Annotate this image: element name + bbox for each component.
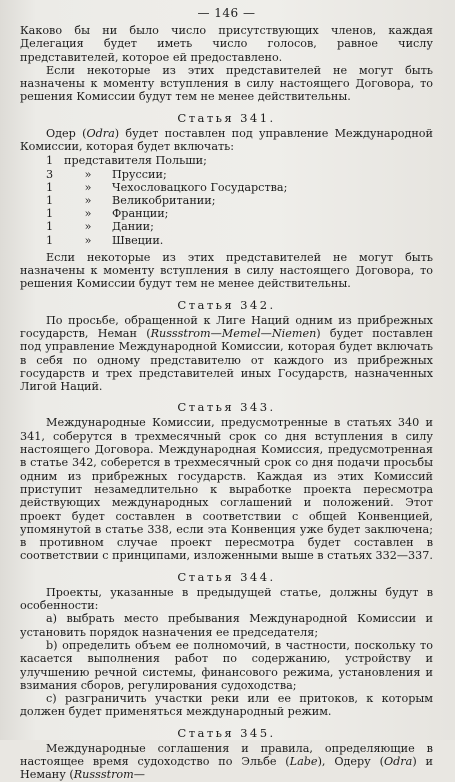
- italic-term: Odra: [86, 126, 115, 140]
- article-344-heading: Статья 344.: [177, 569, 276, 584]
- article-341-heading: Статья 341.: [177, 110, 276, 125]
- article-341-intro: Одер (Odra) будет поставлен под управление Международной Комиссии, которая будет включать:: [20, 126, 434, 154]
- article-344-intro: Проекты, указанные в предыдущей статье, должны будут в особенности:: [20, 585, 433, 613]
- commission-member-list: [20, 154, 433, 246]
- list-item: 1 » Швеции.: [46, 233, 164, 247]
- list-item: 1 » Великобритании;: [46, 193, 216, 207]
- article-342-text: По просьбе, обращенной к Лиге Наций одним из прибрежных государств, Неман (Russstrom—Memel—Niemen) будет поставлен под управление Международной Комиссии, которая будет включать в себя по одному представителю от каждого из прибрежных государств и трех представителей иных Государств, назначенных Лигой Наций.: [20, 313, 433, 394]
- italic-term: Russstrom—: [73, 768, 145, 782]
- article-344-item-a: а) выбрать место пребывания Международной Комиссии и установить порядок назначения ее председателя;: [20, 612, 433, 639]
- page-number: — 146 —: [197, 6, 256, 20]
- list-item: 1 представителя Польши;: [46, 154, 207, 168]
- article-344-item-b: b) определить объем ее полномочий, в частности, поскольку то касается выполнения работ по содержанию, устройству и улучшению речной системы, финансового режима, установления и взимания сборов, регулирования судоходства;: [20, 638, 433, 692]
- list-item: 3 » Пруссии;: [46, 167, 167, 181]
- list-item: 1 » Франции;: [46, 207, 169, 221]
- list-item: 1 » Дании;: [46, 220, 154, 234]
- article-342-heading: Статья 342.: [177, 297, 276, 312]
- italic-term: Labe: [289, 755, 318, 768]
- article-341-validity: Если некоторые из этих представителей не могут быть назначены к моменту вступления в силу настоящего Договора, то решения Комиссии будут тем не менее действительны.: [20, 250, 433, 291]
- article-343-heading: Статья 343.: [177, 400, 276, 415]
- article-345-text: Международные соглашения и правила, определяющие в настоящее время судоходство по Эльбе (Labe), Одеру (Odra) и Неману (Russstrom—: [20, 741, 433, 782]
- article-344-item-c: с) разграничить участки реки или ее притоков, к которым должен будет применяться международный режим.: [20, 692, 433, 719]
- article-345-heading: Статья 345.: [177, 725, 276, 740]
- article-343-text: Международные Комиссии, предусмотренные в статьях 340 и 341, соберутся в трехмесячный срок со дня вступления в силу настоящего Договора. Международная Комиссия, предусмотренная в статье 342, соберется в трехмесячный срок со дня подачи просьбы одним из прибрежных государств. Каждая из этих Комиссий приступит незамедлительно к выработке проекта пересмотра действующих международных соглашений и положений. Этот проект будет составлен в соответствии с общей Конвенцией, упомянутой в статье 338, если эта Конвенция уже будет заключена; в противном случае проект пересмотра будет составлен в соответствии с принципами, изложенными выше в статьях 332—337.: [20, 416, 433, 563]
- paragraph-representatives-validity: Если некоторые из этих представителей не могут быть назначены к моменту вступления в силу настоящего Договора, то решения Комиссии будут тем не менее действительны.: [20, 63, 433, 104]
- italic-term: Odra: [383, 755, 413, 768]
- paragraph-delegation-votes: Каково бы ни было число присутствующих членов, каждая Делегация будет иметь число голосов, равное числу представителей, которое ей предоставлено.: [20, 24, 433, 64]
- italic-term: Russstrom—Memel—Niemen: [150, 326, 317, 340]
- list-item: 1 » Чехословацкого Государства;: [46, 180, 288, 194]
